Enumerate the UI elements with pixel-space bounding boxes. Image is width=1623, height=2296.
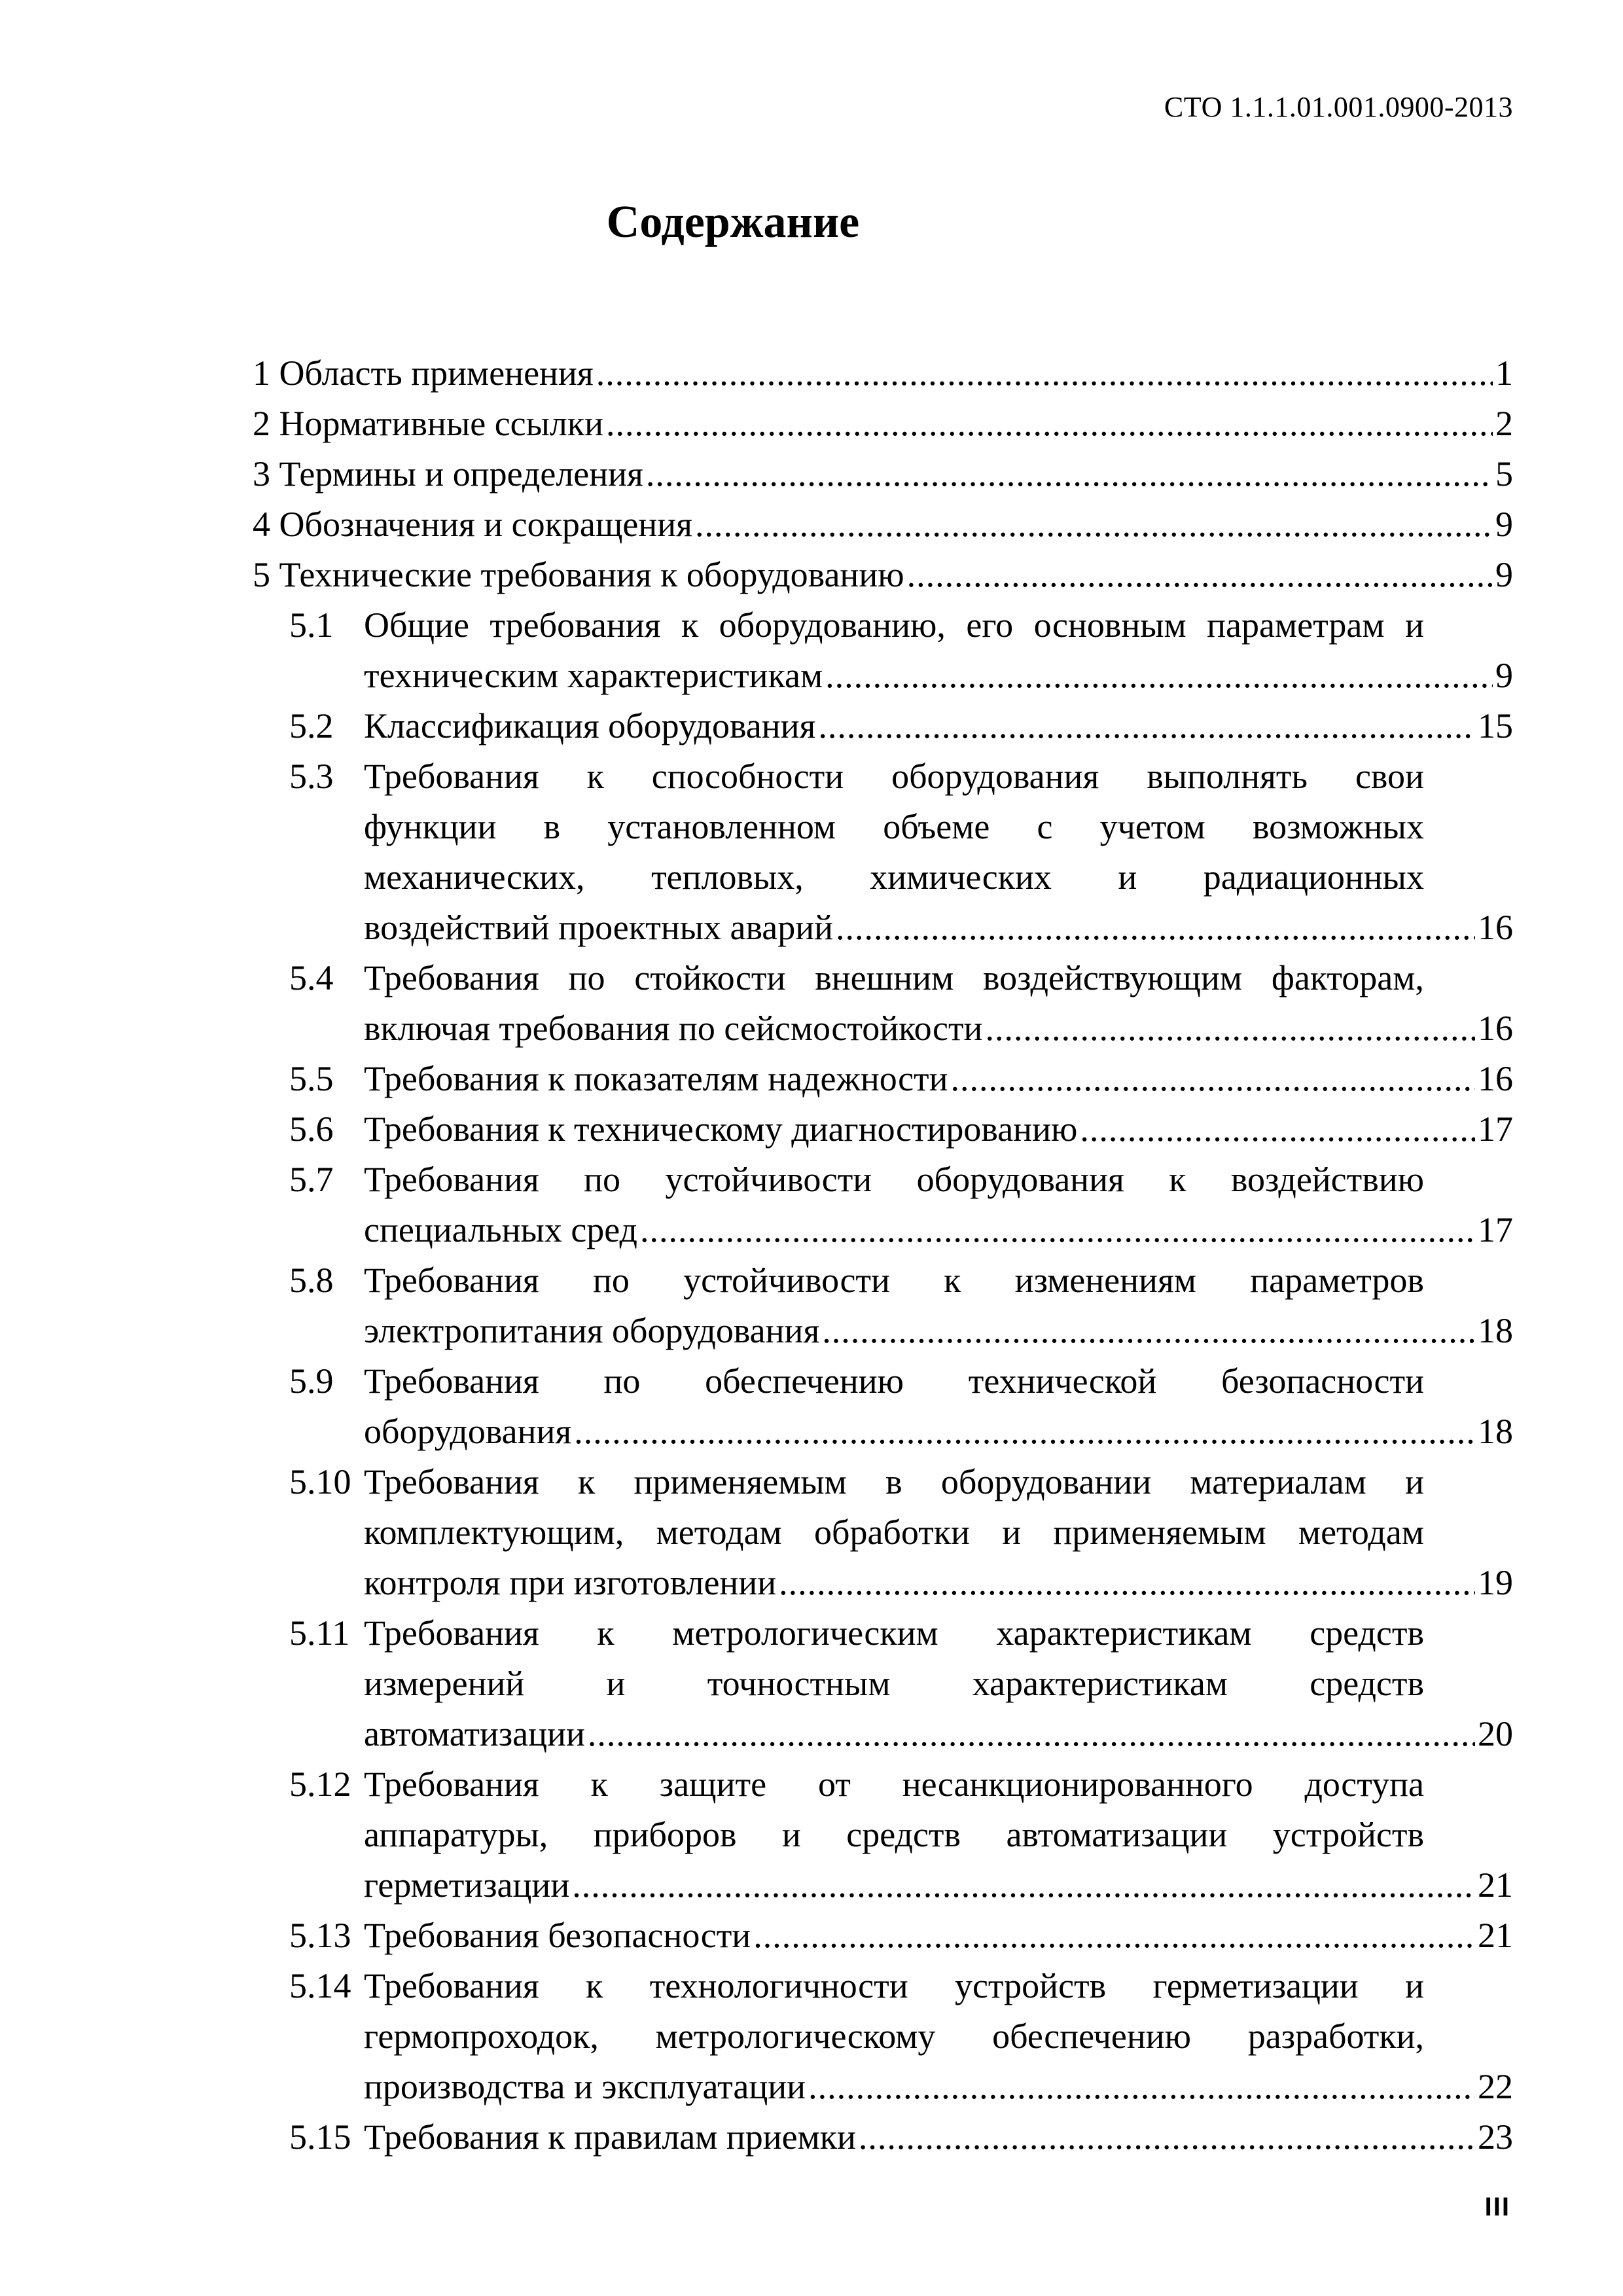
toc-word: Требования [364, 1765, 539, 1804]
toc-word: устойчивости [665, 1160, 872, 1199]
toc-entry-line [364, 2011, 1424, 2062]
toc-entry-line [253, 550, 1513, 600]
toc-word: оборудования [891, 757, 1099, 796]
toc-page-number: 23 [1478, 2117, 1513, 2157]
toc-section-number: 5.10 [289, 1462, 351, 1501]
toc-word: основным [1033, 605, 1186, 645]
toc-page-number: 16 [1478, 908, 1513, 947]
page-title: Содержание [606, 197, 860, 247]
toc-section-number: 5.9 [289, 1361, 334, 1401]
toc-word: и [1002, 1513, 1022, 1552]
toc-entry-title: техническим характеристикам [364, 656, 823, 695]
toc-entry-line [364, 1961, 1424, 2011]
toc-word: технической [968, 1361, 1157, 1401]
toc-word: Требования [364, 1160, 539, 1199]
toc-entry-line [364, 1507, 1424, 1558]
toc-page-number: 18 [1478, 1311, 1513, 1350]
toc-word: к [586, 757, 604, 796]
toc-word: безопасности [1221, 1361, 1424, 1401]
toc-word: доступа [1304, 1765, 1424, 1804]
toc-word: к [681, 605, 699, 645]
toc-word: учетом [1099, 807, 1205, 846]
dot-leader [822, 1306, 1475, 1356]
toc-word: установленном [607, 807, 836, 846]
toc-page-number: 5 [1495, 454, 1513, 493]
toc-word: по [568, 958, 605, 997]
toc-entry-line [253, 399, 1513, 449]
toc-word: устойчивости [683, 1261, 890, 1300]
toc-word: точностным [707, 1664, 891, 1703]
dot-leader [753, 1910, 1475, 1961]
document-code: СТО 1.1.1.01.001.0900-2013 [1164, 91, 1513, 123]
toc-word: функции [364, 807, 497, 846]
toc-word: средств [1310, 1613, 1424, 1653]
toc-word: Требования [364, 958, 539, 997]
toc-entry[interactable] [0, 2112, 1623, 2162]
toc-word: применяемым [1053, 1513, 1266, 1552]
toc-word: защите [659, 1765, 767, 1804]
toc-word: характеристикам [996, 1613, 1252, 1653]
toc-entry[interactable] [0, 751, 1623, 953]
toc-word: и [781, 1815, 801, 1854]
toc-entry-line [364, 1759, 1424, 1810]
toc-page-number: 19 [1478, 1563, 1513, 1602]
toc-entry-title: производства и эксплуатации [364, 2067, 806, 2106]
toc-entry-line [364, 1457, 1424, 1507]
toc-entry-title: электропитания оборудования [364, 1311, 820, 1350]
toc-word: воздействию [1230, 1160, 1424, 1199]
toc-page-number: 17 [1478, 1109, 1513, 1149]
toc-word: герметизации [1152, 1966, 1359, 2005]
toc-entry[interactable] [0, 1104, 1623, 1155]
toc-entry[interactable] [0, 1155, 1623, 1255]
toc-word: Общие [364, 605, 469, 645]
toc-entry[interactable] [0, 399, 1623, 449]
toc-word: и [1405, 605, 1424, 645]
toc-section-number: 5.8 [289, 1261, 334, 1300]
toc-entry-line [364, 1910, 1513, 1961]
toc-section-number: 5.1 [289, 605, 334, 645]
toc-entry[interactable] [0, 348, 1623, 399]
toc-entry[interactable] [0, 701, 1623, 751]
toc-entry[interactable] [0, 499, 1623, 550]
toc-entry[interactable] [0, 1356, 1623, 1457]
toc-word: в [543, 807, 561, 846]
toc-entry-title: герметизации [364, 1865, 570, 1905]
toc-entry-line [364, 1205, 1513, 1255]
toc-word: механических, [364, 857, 585, 897]
toc-word: параметрам [1207, 605, 1385, 645]
dot-leader [596, 348, 1493, 399]
toc-page-number: 21 [1478, 1916, 1513, 1955]
toc-entry-title: специальных сред [364, 1210, 638, 1249]
toc-entry-title: Требования безопасности [364, 1916, 751, 1955]
dot-leader [588, 1709, 1475, 1759]
dot-leader [1080, 1104, 1475, 1155]
toc-entry-line [364, 1709, 1513, 1759]
toc-section-number: 5.15 [289, 2117, 351, 2157]
toc-entry[interactable] [0, 449, 1623, 499]
toc-entry-line [364, 1306, 1513, 1356]
toc-word: объеме [883, 807, 990, 846]
toc-word: тепловых, [651, 857, 804, 897]
toc-section-number: 5.3 [289, 757, 334, 796]
toc-word: факторам, [1271, 958, 1424, 997]
toc-entry-line [364, 903, 1513, 953]
toc-word: Требования [364, 757, 539, 796]
toc-word: разработки, [1247, 2017, 1424, 2056]
toc-entry-line [364, 1810, 1424, 1860]
toc-entry-line [364, 1356, 1424, 1407]
toc-word: по [593, 1261, 630, 1300]
toc-entry-line [364, 1608, 1424, 1659]
dot-leader [606, 399, 1493, 449]
toc-entry-line [364, 1558, 1513, 1608]
toc-entry[interactable] [0, 550, 1623, 600]
toc-word: метрологическому [655, 2017, 936, 2056]
dot-leader [859, 2112, 1475, 2162]
toc-page-number: 18 [1478, 1412, 1513, 1451]
toc-word: обеспечению [992, 2017, 1191, 2056]
toc-entry-title: Классификация оборудования [364, 706, 816, 745]
toc-word: методам [656, 1513, 782, 1552]
toc-word: Требования [364, 1462, 539, 1501]
toc-entry[interactable] [0, 953, 1623, 1054]
toc-section-number: 5.14 [289, 1966, 351, 2005]
toc-word: характеристикам [972, 1664, 1228, 1703]
toc-word: по [584, 1160, 621, 1199]
toc-word: к [586, 1966, 603, 2005]
dot-leader [825, 651, 1493, 701]
toc-entry-line [364, 2062, 1513, 2112]
dot-leader [640, 1205, 1475, 1255]
page-number: III [1484, 2193, 1510, 2221]
toc-entry-line [253, 449, 1513, 499]
toc-word: измерений [364, 1664, 525, 1703]
toc-word: Требования [364, 1261, 539, 1300]
toc-word: к [944, 1261, 961, 1300]
toc-word: к [597, 1613, 615, 1653]
toc-word: воздействующим [983, 958, 1243, 997]
toc-entry-title: оборудования [364, 1412, 572, 1451]
dot-leader [695, 499, 1493, 550]
toc-word: к [1169, 1160, 1186, 1199]
toc-entry-line [364, 1860, 1513, 1910]
toc-word: Требования [364, 1966, 539, 2005]
dot-leader [951, 1054, 1475, 1104]
toc-entry[interactable] [0, 600, 1623, 701]
toc-entry-line [253, 499, 1513, 550]
toc-word: комплектующим, [364, 1513, 624, 1552]
toc-word: автоматизации [1006, 1815, 1228, 1854]
toc-word: свои [1355, 757, 1424, 796]
toc-word: изменениям [1014, 1261, 1196, 1300]
dot-leader [818, 701, 1475, 751]
toc-word: способности [651, 757, 844, 796]
toc-page-number: 16 [1478, 1009, 1513, 1048]
dot-leader [985, 1003, 1475, 1054]
toc-entry-line [364, 1155, 1424, 1205]
toc-word: от [817, 1765, 851, 1804]
toc-entry-line [364, 1054, 1513, 1104]
dot-leader [572, 1860, 1475, 1910]
toc-section-number: 5.4 [289, 958, 334, 997]
toc-entry-line [364, 1104, 1513, 1155]
toc-page-number: 16 [1478, 1059, 1513, 1098]
toc-word: требования [490, 605, 661, 645]
toc-entry-title: Требования к правилам приемки [364, 2117, 856, 2157]
toc-section-number: 5.12 [289, 1765, 351, 1804]
toc-word: устройств [954, 1966, 1107, 2005]
toc-entry[interactable] [0, 1457, 1623, 1608]
toc-entry-line [364, 651, 1513, 701]
toc-word: и [1405, 1462, 1424, 1501]
toc-word: аппаратуры, [364, 1815, 548, 1854]
toc-word: применяемым [633, 1462, 847, 1501]
toc-entry-line [364, 852, 1424, 903]
toc-page-number: 9 [1495, 505, 1513, 544]
toc-word: в [885, 1462, 902, 1501]
toc-page-number: 15 [1478, 706, 1513, 745]
toc-page-number: 17 [1478, 1210, 1513, 1249]
toc-word: по [603, 1361, 641, 1401]
toc-word: обработки [813, 1513, 970, 1552]
toc-page-number: 22 [1478, 2067, 1513, 2106]
toc-word: устройств [1272, 1815, 1424, 1854]
dot-leader [646, 449, 1493, 499]
toc-entry[interactable] [0, 1255, 1623, 1356]
toc-page-number: 20 [1478, 1714, 1513, 1753]
toc-word: возможных [1252, 807, 1424, 846]
toc-word: стойкости [634, 958, 786, 997]
toc-word: Требования [364, 1613, 539, 1653]
toc-word: выполнять [1147, 757, 1308, 796]
toc-entry[interactable] [0, 1961, 1623, 2112]
toc-entry-line [364, 802, 1424, 852]
toc-entry-title: 4 Обозначения и сокращения [253, 505, 693, 544]
toc-entry[interactable] [0, 1759, 1623, 1910]
toc-word: Требования [364, 1361, 539, 1401]
toc-entry-title: воздействий проектных аварий [364, 908, 834, 947]
toc-word: параметров [1250, 1261, 1424, 1300]
toc-word: оборудованию, [719, 605, 946, 645]
toc-entry-title: 2 Нормативные ссылки [253, 404, 603, 443]
toc-entry-title: 3 Термины и определения [253, 454, 643, 493]
toc-section-number: 5.5 [289, 1059, 334, 1098]
toc-entry-line [364, 2112, 1513, 2162]
toc-word: приборов [593, 1815, 737, 1854]
toc-entry-title: 1 Область применения [253, 353, 594, 393]
toc-word: средств [1310, 1664, 1424, 1703]
dot-leader [574, 1407, 1475, 1457]
toc-entry-line [364, 1003, 1513, 1054]
toc-word: обеспечению [705, 1361, 904, 1401]
toc-entry-line [364, 701, 1513, 751]
toc-entry-title: автоматизации [364, 1714, 585, 1753]
toc-page-number: 2 [1495, 404, 1513, 443]
toc-word: материалам [1190, 1462, 1366, 1501]
toc-word: его [966, 605, 1014, 645]
toc-entry[interactable] [0, 1910, 1623, 1961]
toc-word: химических [870, 857, 1052, 897]
toc-entry-title: Требования к показателям надежности [364, 1059, 948, 1098]
dot-leader [808, 2062, 1475, 2112]
toc-word: к [578, 1462, 596, 1501]
toc-page-number: 9 [1495, 555, 1513, 594]
toc-word: оборудования [916, 1160, 1124, 1199]
toc-page-number: 21 [1478, 1865, 1513, 1905]
toc-page-number: 1 [1495, 353, 1513, 393]
toc-page-number: 9 [1495, 656, 1513, 695]
toc-word: метрологическим [672, 1613, 938, 1653]
toc-entry-line [364, 1255, 1424, 1306]
toc-word: несанкционированного [902, 1765, 1253, 1804]
toc-word: гермопроходок, [364, 2017, 599, 2056]
toc-word: внешним [815, 958, 954, 997]
dot-leader [779, 1558, 1475, 1608]
toc-section-number: 5.7 [289, 1160, 334, 1199]
toc-word: технологичности [649, 1966, 908, 2005]
toc-word: методам [1298, 1513, 1424, 1552]
toc-word: средств [846, 1815, 961, 1854]
toc-section-number: 5.13 [289, 1916, 351, 1955]
toc-word: и [1405, 1966, 1424, 2005]
toc-section-number: 5.6 [289, 1109, 334, 1149]
dot-leader [907, 550, 1493, 600]
toc-entry-line [253, 348, 1513, 399]
toc-word: с [1037, 807, 1053, 846]
toc-entry-line [364, 953, 1424, 1003]
dot-leader [836, 903, 1475, 953]
toc-word: и [606, 1664, 626, 1703]
toc-entry-title: контроля при изготовлении [364, 1563, 777, 1602]
toc-word: и [1118, 857, 1137, 897]
toc-entry-title: включая требования по сейсмостойкости [364, 1009, 983, 1048]
toc-entry-line [364, 1659, 1424, 1709]
toc-word: оборудовании [940, 1462, 1152, 1501]
toc-word: радиационных [1203, 857, 1424, 897]
toc-section-number: 5.2 [289, 706, 334, 745]
toc-entry[interactable] [0, 1054, 1623, 1104]
toc-entry-title: 5 Технические требования к оборудованию [253, 555, 904, 594]
toc-entry-line [364, 751, 1424, 802]
toc-entry-line [364, 600, 1424, 651]
toc-section-number: 5.11 [289, 1613, 350, 1653]
toc-entry-line [364, 1407, 1513, 1457]
toc-entry[interactable] [0, 1608, 1623, 1759]
toc-entry-title: Требования к техническому диагностированию [364, 1109, 1078, 1149]
toc-word: к [590, 1765, 608, 1804]
